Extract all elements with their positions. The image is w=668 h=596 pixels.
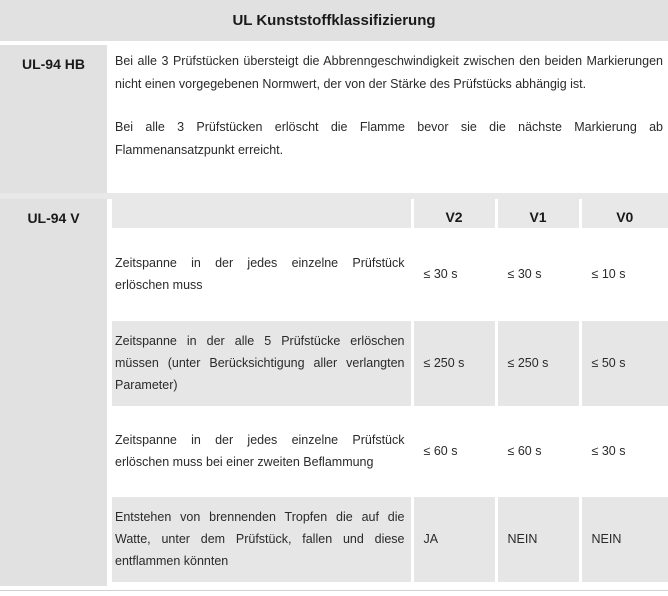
value-v0: ≤ 50 s — [580, 319, 668, 407]
table-row — [112, 229, 668, 319]
row-description: Zeitspanne in der jedes einzelne Prüfstück erlöschen muss — [112, 229, 412, 319]
header-criteria — [112, 199, 412, 229]
hb-label: UL-94 HB — [0, 45, 107, 193]
hb-paragraph-2: Bei alle 3 Prüfstücken erlöscht die Flamme bevor sie die nächste Markierung ab Flammenansatzpunkt erreicht. — [115, 120, 663, 157]
header-v0: V0 — [580, 199, 668, 229]
value-v1: NEIN — [496, 495, 580, 583]
value-v0: ≤ 30 s — [580, 407, 668, 495]
value-v2: ≤ 250 s — [412, 319, 496, 407]
value-v1: ≤ 30 s — [496, 229, 580, 319]
value-v0: ≤ 10 s — [580, 229, 668, 319]
bottom-divider — [0, 590, 668, 591]
table-row — [112, 407, 668, 495]
row-description: Zeitspanne in der jedes einzelne Prüfstück erlöschen muss bei einer zweiten Beflammung — [112, 407, 412, 495]
value-v2: ≤ 60 s — [412, 407, 496, 495]
value-v2: ≤ 30 s — [412, 229, 496, 319]
row-description: Entstehen von brennenden Tropfen die auf die Watte, unter dem Prüfstück, fallen und diese entflammen könnten — [112, 495, 412, 583]
header-v1: V1 — [496, 199, 580, 229]
v-label: UL-94 V — [0, 199, 107, 586]
table-row — [112, 495, 668, 583]
value-v1: ≤ 60 s — [496, 407, 580, 495]
value-v1: ≤ 250 s — [496, 319, 580, 407]
hb-paragraph-1: Bei alle 3 Prüfstücken übersteigt die Abbrenngeschwindigkeit zwischen den beiden Markierungen nicht einen vorgegebenen Normwert, der von der Stärke des Prüfstücks abhängig ist. — [115, 54, 663, 91]
table-row — [112, 319, 668, 407]
table-header-row — [112, 199, 668, 229]
value-v0: NEIN — [580, 495, 668, 583]
value-v2: JA — [412, 495, 496, 583]
hb-description — [115, 50, 663, 162]
row-description: Zeitspanne in der alle 5 Prüfstücke erlöschen müssen (unter Berücksichtigung aller verlangten Parameter) — [112, 319, 412, 407]
header-v2: V2 — [412, 199, 496, 229]
v-criteria-table — [112, 199, 668, 585]
page-title: UL Kunststoffklassifizierung — [0, 0, 668, 41]
